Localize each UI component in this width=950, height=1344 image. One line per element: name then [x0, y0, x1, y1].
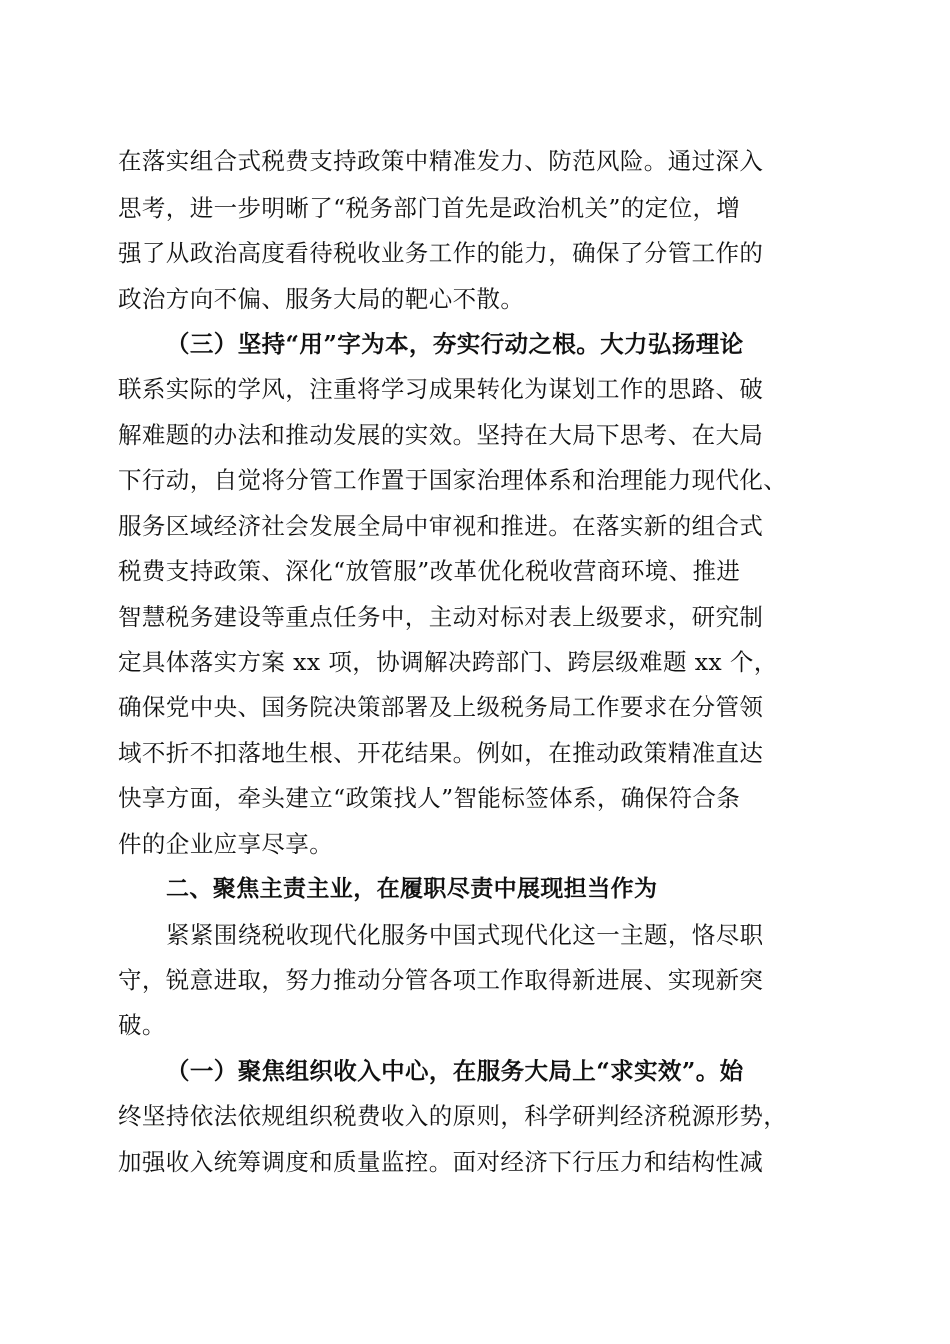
text-line: 紧紧围绕税收现代化服务中国式现代化这一主题，恪尽职 [166, 921, 764, 949]
text-line: 守，锐意进取，努力推动分管各项工作取得新进展、实现新突 [118, 966, 764, 994]
text-line: 在落实组合式税费支持政策中精准发力、防范风险。通过深入 [118, 147, 764, 175]
section-subheading: （三）坚持“用”字为本，夯实行动之根。大力弘扬理论 [166, 330, 744, 358]
text-line: 定具体落实方案 xx 项，协调解决跨部门、跨层级难题 xx 个， [118, 648, 778, 676]
text-line: 破。 [118, 1011, 166, 1039]
text-line: 终坚持依法依规组织税费收入的原则，科学研判经济税源形势， [118, 1102, 788, 1130]
text-line: 服务区域经济社会发展全局中审视和推进。在落实新的组合式 [118, 512, 764, 540]
text-line: 件的企业应享尽享。 [118, 830, 334, 858]
text-line: 解难题的办法和推动发展的实效。坚持在大局下思考、在大局 [118, 421, 764, 449]
text-line: 域不折不扣落地生根、开花结果。例如，在推动政策精准直达 [118, 739, 764, 767]
text-line: 强了从政治高度看待税收业务工作的能力，确保了分管工作的 [118, 239, 764, 267]
text-line: 税费支持政策、深化“放管服”改革优化税收营商环境、推进 [118, 557, 741, 585]
section-heading: 二、聚焦主责主业，在履职尽责中展现担当作为 [166, 876, 658, 902]
text-line: 快享方面，牵头建立“政策找人”智能标签体系，确保符合条 [118, 784, 741, 812]
section-subheading: （一）聚焦组织收入中心，在服务大局上“求实效”。始 [166, 1057, 744, 1085]
text-line: 联系实际的学风，注重将学习成果转化为谋划工作的思路、破 [118, 375, 764, 403]
text-line: 政治方向不偏、服务大局的靶心不散。 [118, 285, 525, 313]
text-line: 加强收入统筹调度和质量监控。面对经济下行压力和结构性减 [118, 1148, 764, 1176]
text-line: 确保党中央、国务院决策部署及上级税务局工作要求在分管领 [118, 693, 764, 721]
text-line: 下行动，自觉将分管工作置于国家治理体系和治理能力现代化、 [118, 466, 788, 494]
text-line: 思考，进一步明晰了“税务部门首先是政治机关”的定位，增 [118, 194, 741, 222]
text-line: 智慧税务建设等重点任务中，主动对标对表上级要求，研究制 [118, 603, 764, 631]
